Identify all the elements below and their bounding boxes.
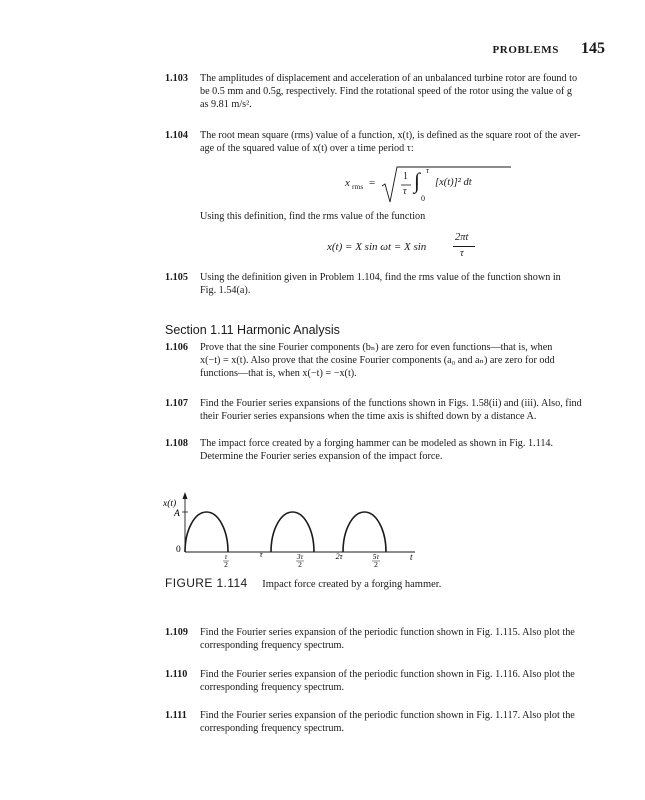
y-axis-arrow: [183, 492, 188, 499]
eq-rms-frac-den: τ: [403, 186, 407, 197]
problem-1-109: [165, 626, 605, 652]
integral-sign: ∫: [414, 168, 421, 193]
page-number: 145: [581, 40, 605, 57]
problem-text-line: Using the definition given in Problem 1.104, find the rms value of the function shown in: [200, 272, 561, 283]
problem-1-104-continued: [165, 210, 605, 223]
problem-text-line: be 0.5 mm and 0.5g, respectively. Find the rotational speed of the rotor using the value of g: [200, 86, 572, 98]
problem-number: 1.111: [165, 710, 187, 721]
y-axis-label: x(t): [163, 499, 177, 509]
problem-text-line: Find the Fourier series expansion of the periodic function shown in Fig. 1.117. Also plot the: [200, 710, 575, 721]
fraction-bar: [453, 246, 475, 247]
eq-xt-lhs: x(t) = X sin ωt = X sin: [327, 241, 427, 253]
problem-1-107: [165, 397, 605, 423]
problem-number: 1.108: [165, 438, 188, 449]
x-tick-tau-half: [223, 552, 229, 569]
problem-text-line: The root mean square (rms) value of a function, x(t), is defined as the square root of the aver-: [200, 130, 581, 141]
section-heading: Section 1.11 Harmonic Analysis: [165, 323, 340, 337]
origin-label: 0: [176, 545, 181, 555]
problem-number: 1.106: [165, 342, 188, 353]
problem-1-103: [165, 72, 605, 112]
problem-number: 1.105: [165, 272, 188, 283]
eq-rms-integrand: [x(t)]² dt: [435, 177, 472, 188]
running-head: [492, 40, 605, 58]
figure-caption-label: FIGURE 1.114: [165, 576, 248, 590]
tick-den: 2: [298, 560, 302, 569]
tick-num: 5τ: [372, 552, 380, 561]
figure-1-114: [160, 490, 420, 570]
problem-text-line: Fig. 1.54(a).: [200, 285, 251, 297]
pulse-3: [343, 512, 386, 552]
problem-1-108: [165, 437, 605, 463]
figure-caption: [165, 576, 441, 590]
eq-rms-equals: =: [369, 177, 376, 189]
problem-text-line: Find the Fourier series expansions of the functions shown in Figs. 1.58(ii) and (iii). Also, find: [200, 398, 582, 409]
problem-text-line: as 9.81 m/s².: [200, 99, 252, 111]
problem-text-line: The amplitudes of displacement and acceleration of an unbalanced turbine rotor are found to: [200, 73, 578, 84]
problem-number: 1.107: [165, 398, 188, 409]
eq-xt-den: τ: [460, 248, 464, 259]
eq-rms-int-lower: 0: [421, 194, 425, 203]
equation-rms: [345, 166, 515, 206]
eq-rms-lhs: x: [345, 177, 350, 189]
eq-xt-num: 2πt: [455, 232, 469, 243]
x-tick-3tau-half: [296, 552, 304, 569]
tick-den: 2: [374, 560, 378, 569]
equation-xt: [327, 232, 507, 262]
running-head-section: PROBLEMS: [492, 44, 559, 56]
problem-text-line: corresponding frequency spectrum.: [200, 682, 344, 694]
problem-1-106: [165, 341, 605, 381]
problem-1-110: [165, 668, 605, 694]
eq-rms-subscript: rms: [352, 182, 364, 191]
problem-text-line: Using this definition, find the rms value of the function: [200, 211, 426, 222]
problem-text-line: corresponding frequency spectrum.: [200, 640, 344, 652]
eq-rms-frac-num: 1: [403, 171, 408, 182]
pulse-2: [271, 512, 314, 552]
problem-number: 1.110: [165, 669, 188, 680]
problem-text-line: Prove that the sine Fourier components (bₙ) are zero for even functions—that is, when: [200, 342, 553, 353]
problem-text-line: corresponding frequency spectrum.: [200, 723, 344, 735]
tick-num: 3τ: [296, 552, 304, 561]
problem-text-line: Determine the Fourier series expansion of the impact force.: [200, 451, 443, 463]
x-tick-5tau-half: [372, 552, 380, 569]
tick-num: τ: [224, 552, 228, 561]
x-tick-tau: τ: [259, 550, 263, 559]
problem-1-105: [165, 271, 605, 297]
amplitude-label: A: [174, 509, 180, 519]
pulse-1: [185, 512, 228, 552]
x-axis-label: t: [410, 552, 413, 562]
x-tick-2tau: 2τ: [335, 552, 343, 561]
problem-text-line: The impact force created by a forging hammer can be modeled as shown in Fig. 1.114.: [200, 438, 554, 449]
problem-text-line: x(−t) = x(t). Also prove that the cosine Fourier components (a₀ and aₙ) are zero for odd: [200, 355, 555, 367]
problem-text-line: age of the squared value of x(t) over a time period τ:: [200, 143, 414, 155]
problem-text-line: their Fourier series expansions when the time axis is shifted down by a distance A.: [200, 411, 537, 423]
problem-text-line: Find the Fourier series expansion of the periodic function shown in Fig. 1.115. Also plot the: [200, 627, 575, 638]
tick-den: 2: [224, 560, 228, 569]
problem-text-line: functions—that is, when x(−t) = −x(t).: [200, 368, 357, 380]
problem-number: 1.104: [165, 130, 188, 141]
problem-number: 1.103: [165, 73, 188, 84]
figure-caption-text: Impact force created by a forging hammer.: [262, 579, 442, 590]
problem-text-line: Find the Fourier series expansion of the periodic function shown in Fig. 1.116. Also plot the: [200, 669, 575, 680]
eq-rms-int-upper: τ: [426, 166, 429, 175]
problem-1-104: [165, 129, 605, 155]
problem-number: 1.109: [165, 627, 188, 638]
problem-1-111: [165, 709, 605, 735]
